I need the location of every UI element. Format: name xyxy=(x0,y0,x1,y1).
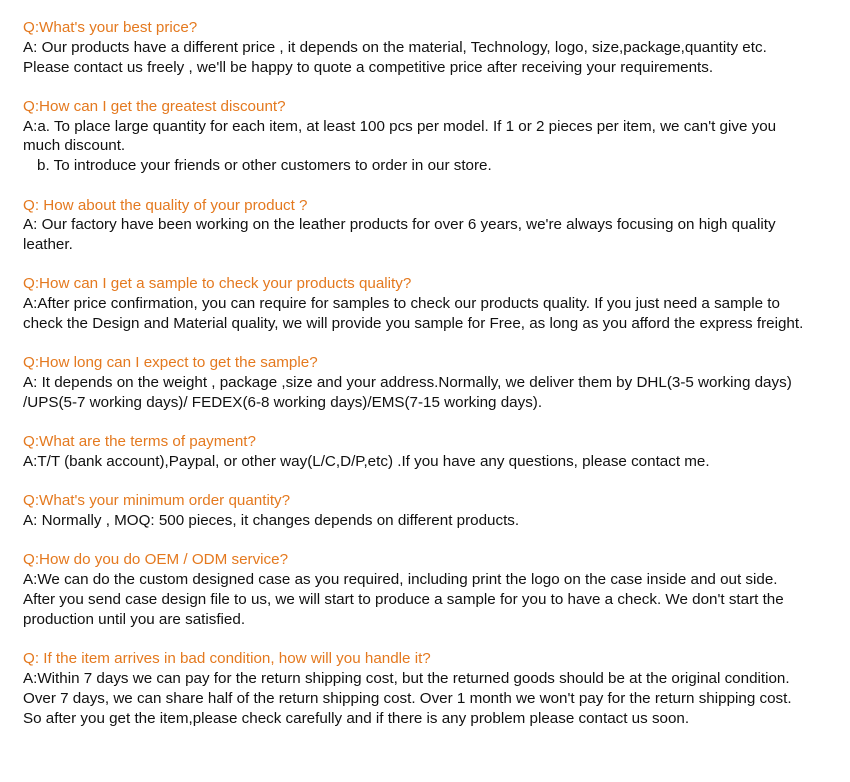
faq-question: Q: If the item arrives in bad condition, how will you handle it? xyxy=(23,650,431,668)
answer-line: A:T/T (bank account),Paypal, or other way(L/C,D/P,etc) .If you have any questions, please contact me. xyxy=(23,453,710,471)
answer-line: A:We can do the custom designed case as you required, including print the logo on the case inside and out side. xyxy=(23,571,778,589)
faq-item-bad-condition xyxy=(23,649,847,728)
faq-question: Q:How long can I expect to get the sample? xyxy=(23,354,318,372)
answer-line: A:a. To place large quantity for each item, at least 100 pcs per model. If 1 or 2 pieces per item, we can't give you xyxy=(23,117,777,135)
answer-line: So after you get the item,please check carefully and if there is any problem please contact us soon. xyxy=(23,709,690,727)
answer-line: A: Normally , MOQ: 500 pieces, it changes depends on different products. xyxy=(23,512,520,530)
answer-line: b. To introduce your friends or other customers to order in our store. xyxy=(37,157,492,175)
answer-line: much discount. xyxy=(23,137,126,155)
faq-answer xyxy=(23,215,847,255)
faq-question: Q:How can I get a sample to check your products quality? xyxy=(23,275,412,293)
faq-item-payment xyxy=(23,432,847,472)
faq-question: Q:How can I get the greatest discount? xyxy=(23,97,286,115)
faq-answer xyxy=(23,294,847,334)
answer-line: check the Design and Material quality, we will provide you sample for Free, as long as you afford the express freight. xyxy=(23,315,804,333)
faq-answer xyxy=(23,669,847,728)
answer-line: A:After price confirmation, you can require for samples to check our products quality. If you just need a sample to xyxy=(23,295,780,313)
faq-answer xyxy=(23,452,847,472)
faq-item-moq xyxy=(23,491,847,531)
answer-line: Please contact us freely , we'll be happy to quote a competitive price after receiving your requirements. xyxy=(23,58,714,76)
faq-answer xyxy=(23,117,847,176)
faq-answer xyxy=(23,373,847,413)
faq-question: Q:What's your minimum order quantity? xyxy=(23,492,291,510)
faq-item-sample xyxy=(23,274,847,333)
faq-item-quality xyxy=(23,196,847,255)
faq-answer xyxy=(23,570,847,629)
answer-line: A: It depends on the weight , package ,size and your address.Normally, we deliver them by DHL(3-5 working days) xyxy=(23,374,792,392)
faq-list xyxy=(23,18,847,748)
answer-line: /UPS(5-7 working days)/ FEDEX(6-8 working days)/EMS(7-15 working days). xyxy=(23,393,543,411)
answer-line: A: Our products have a different price , it depends on the material, Technology, logo, size,package,quantity etc. xyxy=(23,38,767,56)
answer-line: After you send case design file to us, we will start to produce a sample for you to have a check. We don't start the xyxy=(23,591,784,609)
answer-line: Over 7 days, we can share half of the return shipping cost. Over 1 month we won't pay for the return shipping cost. xyxy=(23,689,792,707)
faq-item-discount xyxy=(23,97,847,176)
faq-question: Q:What's your best price? xyxy=(23,19,198,36)
faq-answer xyxy=(23,38,847,78)
answer-line: A: Our factory have been working on the leather products for over 6 years, we're always focusing on high quality xyxy=(23,216,776,234)
faq-item-sample-time xyxy=(23,353,847,412)
faq-question: Q:How do you do OEM / ODM service? xyxy=(23,551,289,569)
faq-item-oem-odm xyxy=(23,550,847,629)
faq-question: Q:What are the terms of payment? xyxy=(23,433,256,451)
answer-line: leather. xyxy=(23,236,73,254)
faq-item-best-price xyxy=(23,18,847,77)
faq-question: Q: How about the quality of your product ? xyxy=(23,196,308,214)
answer-line: A:Within 7 days we can pay for the return shipping cost, but the returned goods should be at the original condition. xyxy=(23,669,790,687)
faq-answer xyxy=(23,511,847,531)
answer-line: production until you are satisfied. xyxy=(23,610,246,628)
